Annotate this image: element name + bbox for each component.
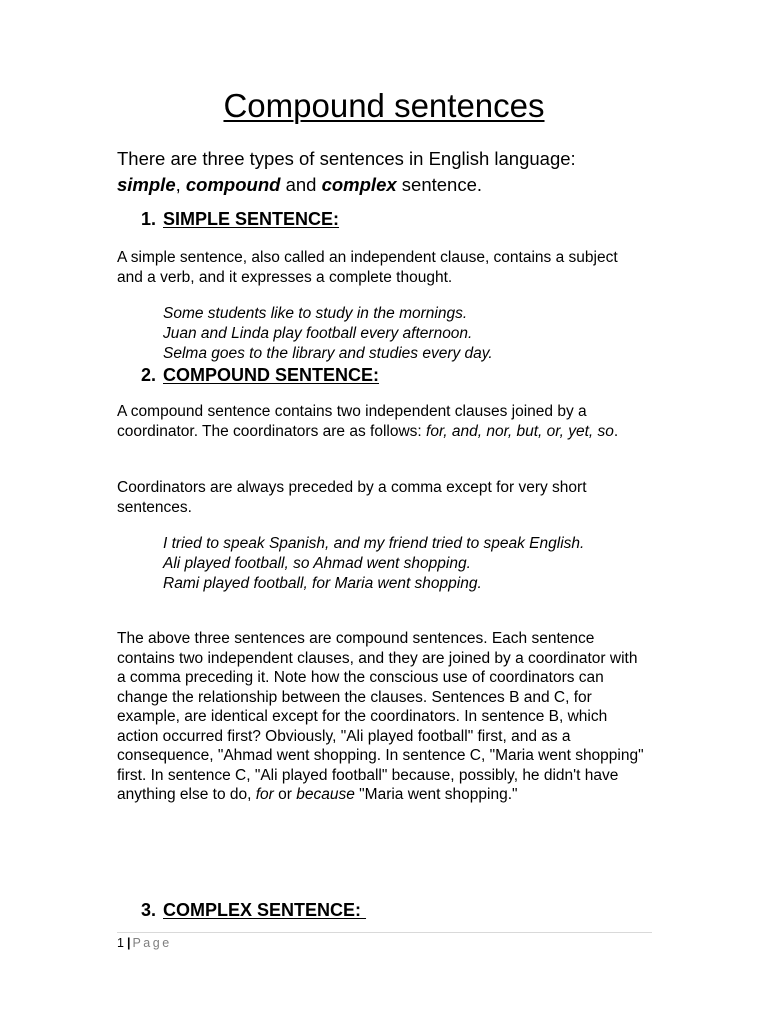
footer-divider xyxy=(117,932,652,933)
page-footer xyxy=(117,935,172,951)
heading-compound-sentence: 2. COMPOUND SENTENCE: xyxy=(141,365,380,385)
list-item: Rami played football, for Maria went shopping. xyxy=(163,575,482,592)
compound-explanation: The above three sentences are compound sentences. Each sentence contains two independent clauses, and they are joined by a coordinator with a comma preceding it. Note how the conscious use of coordinators can change the relationship between the clauses. Sentences B and C, for example, are identical except for the coordinators. In sentence B, which action occurred first? Obviously, "Ali played football" first, and as a consequence, "Ahmad went shopping. In sentence C, "Maria went shopping" first. In sentence C, "Ali played football" because, possibly, he didn't have anything else to do, for or because "Maria went shopping." xyxy=(117,630,644,803)
list-item: Juan and Linda play football every afternoon. xyxy=(163,325,473,342)
page-label: Page xyxy=(132,936,172,950)
simple-definition: A simple sentence, also called an independent clause, contains a subject and a verb, and it expresses a complete thought. xyxy=(117,249,618,286)
coordinator-list: for, and, nor, but, or, yet, so xyxy=(426,422,614,440)
page-title: Compound sentences xyxy=(223,87,545,124)
term-compound: compound xyxy=(185,174,281,195)
term-complex: complex xyxy=(321,174,397,195)
intro-paragraph: There are three types of sentences in English language: simple, compound and complex sentence. xyxy=(117,148,576,195)
compound-examples xyxy=(163,534,633,594)
list-item: Some students like to study in the mornings. xyxy=(163,305,468,322)
intro-line: There are three types of sentences in English language: xyxy=(117,148,576,169)
term-simple: simple xyxy=(117,174,176,195)
compound-definition: A compound sentence contains two independent clauses joined by a coordinator. The coordinators are as follows: for, and, nor, but, or, yet, so. xyxy=(117,403,619,440)
heading-simple-sentence: 1. SIMPLE SENTENCE: xyxy=(141,209,340,229)
comma-rule: Coordinators are always preceded by a comma except for very short sentences. xyxy=(117,479,587,516)
footer-separator: | xyxy=(126,936,131,950)
list-item: Ali played football, so Ahmad went shopping. xyxy=(163,555,471,572)
simple-examples xyxy=(163,304,633,364)
list-item: I tried to speak Spanish, and my friend tried to speak English. xyxy=(163,535,585,552)
list-item: Selma goes to the library and studies every day. xyxy=(163,345,493,362)
page-number: 1 xyxy=(117,936,124,950)
heading-complex-sentence: 3. COMPLEX SENTENCE: xyxy=(141,900,367,920)
